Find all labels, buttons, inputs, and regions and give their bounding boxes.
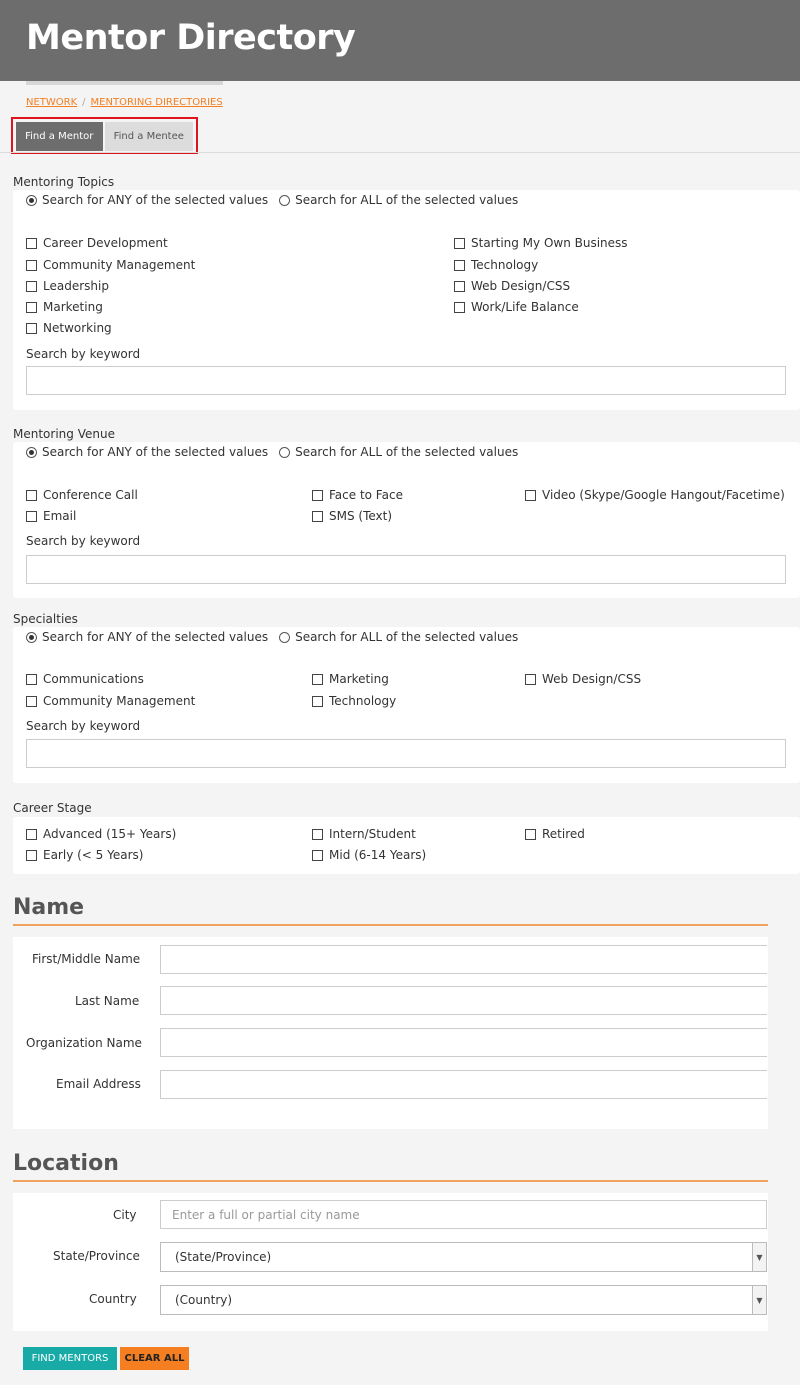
checkbox-icon bbox=[312, 674, 323, 685]
checkbox-icon bbox=[26, 281, 37, 292]
page-header bbox=[0, 0, 800, 81]
topics-all-radio[interactable] bbox=[279, 193, 518, 207]
specialty-checkbox[interactable] bbox=[312, 694, 396, 708]
checkbox-label: Email bbox=[43, 509, 77, 523]
checkbox-icon bbox=[26, 302, 37, 313]
checkbox-label: Web Design/CSS bbox=[542, 672, 642, 686]
mentoring-topics-label: Mentoring Topics bbox=[13, 175, 115, 189]
first-name-input[interactable] bbox=[160, 945, 767, 974]
checkbox-icon bbox=[454, 281, 465, 292]
breadcrumb-network-link[interactable]: NETWORK bbox=[26, 97, 78, 108]
specialty-checkbox[interactable] bbox=[26, 672, 144, 686]
venue-all-radio[interactable] bbox=[279, 445, 518, 459]
checkbox-icon bbox=[26, 260, 37, 271]
specialties-search-mode bbox=[26, 630, 518, 644]
checkbox-icon bbox=[312, 490, 323, 501]
checkbox-icon bbox=[26, 490, 37, 501]
checkbox-label: Technology bbox=[471, 258, 539, 272]
venue-search-mode bbox=[26, 445, 518, 459]
radio-selected-icon bbox=[26, 195, 37, 206]
city-input[interactable]: Enter a full or partial city name bbox=[160, 1200, 767, 1229]
mentoring-venue-panel bbox=[13, 442, 800, 598]
specialties-keyword-label: Search by keyword bbox=[26, 719, 141, 733]
venue-checkbox[interactable] bbox=[312, 488, 403, 502]
header-subbar bbox=[26, 81, 223, 85]
venue-any-radio[interactable] bbox=[26, 445, 268, 459]
any-label: Search for ANY of the selected values bbox=[42, 193, 269, 207]
venue-checkbox[interactable] bbox=[26, 509, 76, 523]
radio-icon bbox=[279, 195, 290, 206]
location-form-panel bbox=[13, 1193, 768, 1331]
find-mentors-button[interactable]: FIND MENTORS bbox=[23, 1347, 117, 1370]
radio-icon bbox=[279, 632, 290, 643]
checkbox-label: Starting My Own Business bbox=[471, 236, 628, 250]
state-select[interactable] bbox=[160, 1242, 767, 1272]
topic-checkbox[interactable] bbox=[26, 258, 195, 272]
checkbox-label: Retired bbox=[542, 827, 585, 841]
specialties-panel bbox=[13, 627, 800, 783]
radio-selected-icon bbox=[26, 632, 37, 643]
checkbox-label: Community Management bbox=[43, 258, 196, 272]
specialties-any-radio[interactable] bbox=[26, 630, 268, 644]
checkbox-label: Face to Face bbox=[329, 488, 403, 502]
country-value: (Country) bbox=[175, 1293, 233, 1307]
location-section-rule bbox=[13, 1180, 768, 1182]
career-checkbox[interactable] bbox=[26, 827, 176, 841]
specialty-checkbox[interactable] bbox=[26, 694, 195, 708]
venue-keyword-label: Search by keyword bbox=[26, 534, 141, 548]
state-label: State/Province bbox=[53, 1249, 140, 1263]
location-section-title: Location bbox=[13, 1151, 119, 1176]
checkbox-label: Mid (6-14 Years) bbox=[329, 848, 427, 862]
specialty-checkbox[interactable] bbox=[525, 672, 641, 686]
page-title: Mentor Directory bbox=[26, 18, 356, 58]
radio-icon bbox=[279, 447, 290, 458]
career-checkbox[interactable] bbox=[312, 848, 426, 862]
specialties-keyword-input[interactable] bbox=[26, 739, 786, 768]
email-address-label: Email Address bbox=[56, 1077, 141, 1091]
checkbox-label: Early (< 5 Years) bbox=[43, 848, 144, 862]
name-section-title: Name bbox=[13, 895, 85, 920]
checkbox-label: Leadership bbox=[43, 279, 109, 293]
checkbox-icon bbox=[26, 850, 37, 861]
career-checkbox[interactable] bbox=[525, 827, 585, 841]
country-select[interactable] bbox=[160, 1285, 767, 1315]
name-form-panel bbox=[13, 937, 768, 1129]
topic-checkbox[interactable] bbox=[26, 279, 109, 293]
checkbox-icon bbox=[26, 323, 37, 334]
checkbox-icon bbox=[312, 850, 323, 861]
topics-any-radio[interactable] bbox=[26, 193, 268, 207]
checkbox-icon bbox=[312, 696, 323, 707]
chevron-down-icon: ▼ bbox=[752, 1286, 766, 1314]
venue-checkbox[interactable] bbox=[312, 509, 392, 523]
career-stage-label: Career Stage bbox=[13, 801, 92, 815]
topic-checkbox[interactable] bbox=[454, 300, 579, 314]
checkbox-label: Communications bbox=[43, 672, 144, 686]
mentoring-venue-label: Mentoring Venue bbox=[13, 427, 115, 441]
checkbox-icon bbox=[525, 674, 536, 685]
checkbox-label: Career Development bbox=[43, 236, 168, 250]
checkbox-icon bbox=[525, 490, 536, 501]
mentoring-topics-panel bbox=[13, 190, 800, 410]
first-name-label: First/Middle Name bbox=[32, 952, 141, 966]
checkbox-label: Technology bbox=[329, 694, 397, 708]
radio-selected-icon bbox=[26, 447, 37, 458]
country-label: Country bbox=[89, 1292, 137, 1306]
checkbox-icon bbox=[312, 829, 323, 840]
breadcrumb-directories-link[interactable]: MENTORING DIRECTORIES bbox=[90, 97, 223, 108]
any-label: Search for ANY of the selected values bbox=[42, 630, 269, 644]
breadcrumb-separator: / bbox=[82, 97, 86, 108]
breadcrumb bbox=[26, 97, 223, 108]
career-checkbox[interactable] bbox=[312, 827, 416, 841]
all-label: Search for ALL of the selected values bbox=[295, 630, 519, 644]
chevron-down-icon: ▼ bbox=[752, 1243, 766, 1271]
specialties-all-radio[interactable] bbox=[279, 630, 518, 644]
topic-checkbox[interactable] bbox=[26, 321, 112, 335]
checkbox-label: Marketing bbox=[329, 672, 389, 686]
topic-checkbox[interactable] bbox=[454, 258, 538, 272]
organization-name-input[interactable] bbox=[160, 1028, 767, 1057]
directory-tabs bbox=[11, 117, 198, 154]
topics-search-mode bbox=[26, 193, 518, 207]
venue-checkbox[interactable] bbox=[26, 488, 138, 502]
checkbox-icon bbox=[454, 238, 465, 249]
checkbox-icon bbox=[454, 260, 465, 271]
state-value: (State/Province) bbox=[175, 1250, 272, 1264]
venue-checkbox[interactable] bbox=[525, 488, 785, 502]
career-stage-panel bbox=[13, 817, 800, 874]
topics-keyword-input[interactable] bbox=[26, 366, 786, 395]
checkbox-label: Networking bbox=[43, 321, 112, 335]
checkbox-label: Intern/Student bbox=[329, 827, 416, 841]
checkbox-label: Conference Call bbox=[43, 488, 138, 502]
last-name-input[interactable] bbox=[160, 986, 767, 1015]
clear-all-button[interactable]: CLEAR ALL bbox=[120, 1347, 189, 1370]
topic-checkbox[interactable] bbox=[26, 236, 168, 250]
topic-checkbox[interactable] bbox=[454, 236, 628, 250]
checkbox-label: Marketing bbox=[43, 300, 103, 314]
checkbox-icon bbox=[26, 696, 37, 707]
any-label: Search for ANY of the selected values bbox=[42, 445, 269, 459]
checkbox-label: Web Design/CSS bbox=[471, 279, 571, 293]
city-label: City bbox=[113, 1208, 137, 1222]
checkbox-icon bbox=[454, 302, 465, 313]
checkbox-icon bbox=[312, 511, 323, 522]
topics-keyword-label: Search by keyword bbox=[26, 347, 141, 361]
checkbox-icon bbox=[26, 674, 37, 685]
tab-find-mentee[interactable]: Find a Mentee bbox=[105, 122, 193, 151]
email-address-input[interactable] bbox=[160, 1070, 767, 1099]
tab-find-mentor[interactable]: Find a Mentor bbox=[16, 122, 103, 151]
checkbox-label: Video (Skype/Google Hangout/Facetime) bbox=[542, 488, 785, 502]
topic-checkbox[interactable] bbox=[454, 279, 570, 293]
name-section-rule bbox=[13, 924, 768, 926]
checkbox-icon bbox=[26, 238, 37, 249]
venue-keyword-input[interactable] bbox=[26, 555, 786, 584]
checkbox-label: Community Management bbox=[43, 694, 196, 708]
specialties-label: Specialties bbox=[13, 612, 78, 626]
all-label: Search for ALL of the selected values bbox=[295, 193, 519, 207]
checkbox-label: Work/Life Balance bbox=[471, 300, 579, 314]
career-checkbox[interactable] bbox=[26, 848, 143, 862]
topic-checkbox[interactable] bbox=[26, 300, 103, 314]
all-label: Search for ALL of the selected values bbox=[295, 445, 519, 459]
tab-divider bbox=[0, 152, 800, 153]
last-name-label: Last Name bbox=[75, 994, 140, 1008]
checkbox-label: Advanced (15+ Years) bbox=[43, 827, 177, 841]
checkbox-icon bbox=[525, 829, 536, 840]
specialty-checkbox[interactable] bbox=[312, 672, 389, 686]
checkbox-icon bbox=[26, 829, 37, 840]
organization-name-label: Organization Name bbox=[26, 1036, 142, 1050]
checkbox-icon bbox=[26, 511, 37, 522]
checkbox-label: SMS (Text) bbox=[329, 509, 393, 523]
